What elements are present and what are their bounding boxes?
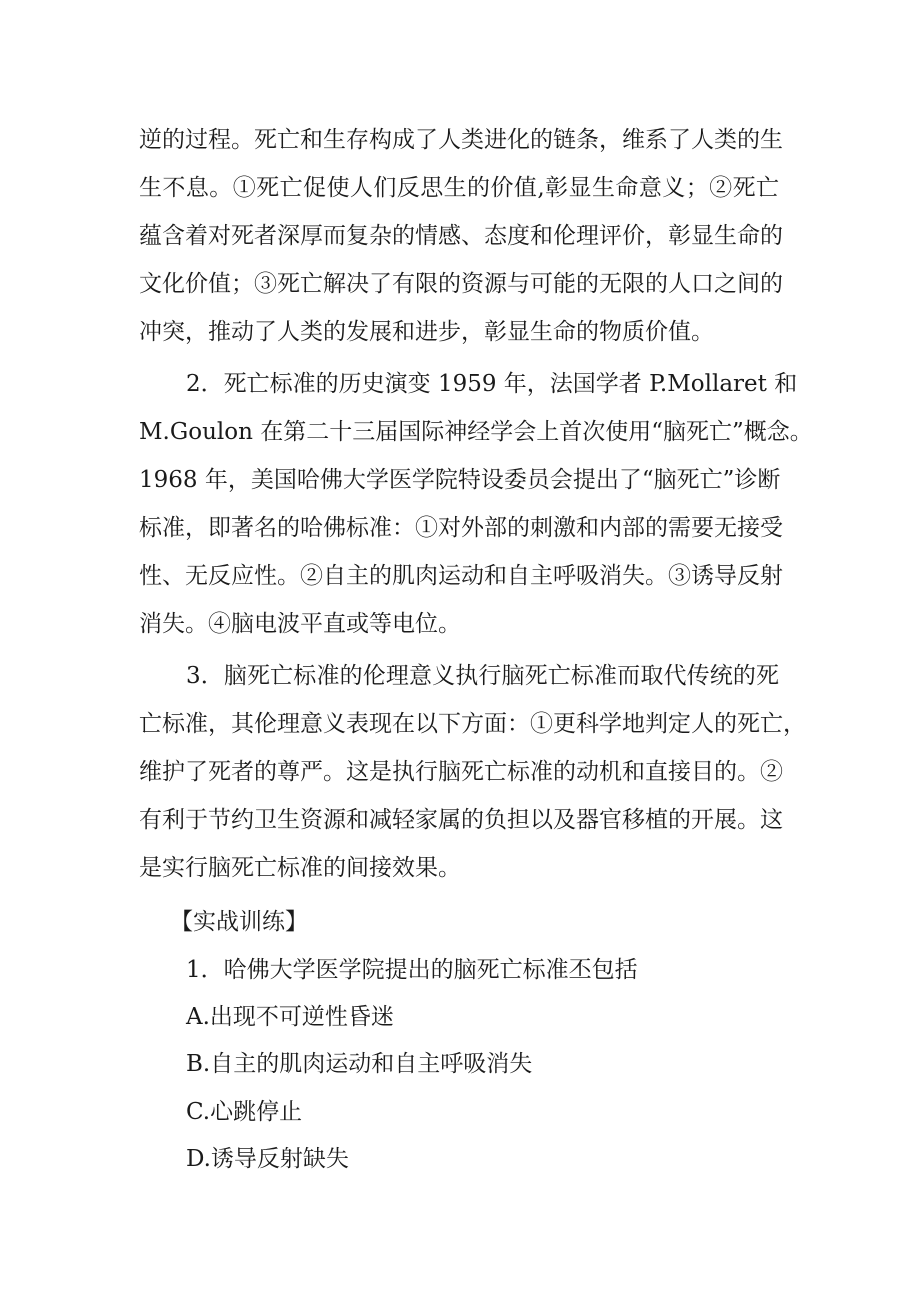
text-line: 冲突，推动了人类的发展和进步，彰显生命的物质价值。 bbox=[139, 319, 714, 345]
text-line: 性、无反应性。②自主的肌肉运动和自主呼吸消失。③诱导反射 bbox=[139, 563, 783, 589]
text-line: 是实行脑死亡标准的间接效果。 bbox=[139, 855, 461, 881]
text-line: 逆的过程。死亡和生存构成了人类进化的链条，维系了人类的生 bbox=[139, 127, 783, 153]
option-b: B.自主的肌肉运动和自主呼吸消失 bbox=[186, 1051, 533, 1077]
text-line: 有利于节约卫生资源和减轻家属的负担以及器官移植的开展。这 bbox=[139, 807, 783, 833]
text-line: 生不息。①死亡促使人们反思生的价值,彰显生命意义；②死亡 bbox=[139, 175, 779, 201]
text-line: 3．脑死亡标准的伦理意义执行脑死亡标准而取代传统的死 bbox=[186, 663, 779, 689]
section-heading: 【实战训练】 bbox=[170, 909, 308, 935]
option-a: A.出现不可逆性昏迷 bbox=[186, 1004, 394, 1030]
text-line: 文化价值；③死亡解决了有限的资源与可能的无限的人口之间的 bbox=[139, 271, 783, 297]
question-stem: 1．哈佛大学医学院提出的脑死亡标准丕包括 bbox=[186, 957, 638, 983]
text-line: 亡标准，其伦理意义表现在以下方面：①更科学地判定人的死亡， bbox=[139, 711, 806, 737]
text-line: 1968 年，美国哈佛大学医学院特设委员会提出了“脑死亡”诊断 bbox=[139, 467, 781, 493]
text-line: 2．死亡标准的历史演变 1959 年，法国学者 P.Mollaret 和 bbox=[186, 371, 798, 397]
text-line: 标准，即著名的哈佛标准：①对外部的刺激和内部的需要无接受 bbox=[139, 515, 783, 541]
text-line: M.Goulon 在第二十三届国际神经学会上首次使用“脑死亡”概念。 bbox=[139, 419, 813, 445]
text-line: 蕴含着对死者深厚而复杂的情感、态度和伦理评价，彰显生命的 bbox=[139, 223, 783, 249]
text-line: 维护了死者的尊严。这是执行脑死亡标准的动机和直接目的。② bbox=[139, 759, 783, 785]
text-line: 消失。④脑电波平直或等电位。 bbox=[139, 611, 461, 637]
option-c: C.心跳停止 bbox=[186, 1099, 303, 1125]
option-d: D.诱导反射缺失 bbox=[186, 1146, 349, 1172]
